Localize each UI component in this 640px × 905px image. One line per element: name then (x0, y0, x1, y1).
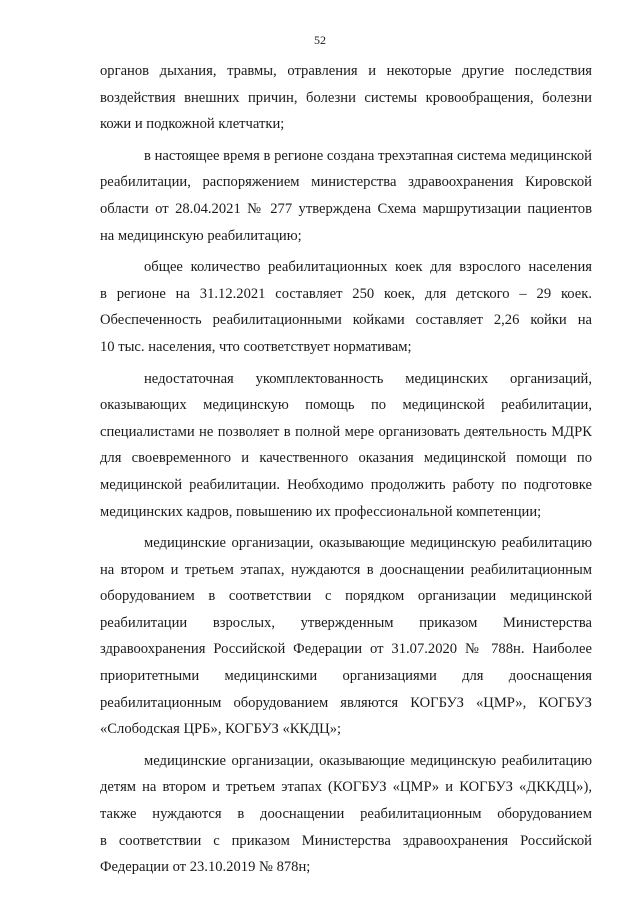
text-line: Обеспеченность реабилитационными койками составляет 2,26 койки на (100, 312, 592, 329)
text-line: кожи и подкожной клетчатки; (100, 116, 285, 133)
text-line: медицинской реабилитации. Необходимо продолжить работу по подготовке (100, 476, 592, 493)
text-line: медицинских кадров, повышению их профессиональной компетенции; (100, 503, 542, 520)
text-line: приоритетными медицинскими организациями для дооснащения (100, 668, 592, 685)
text-line: на медицинскую реабилитацию; (100, 227, 302, 244)
text-line: детям на втором и третьем этапах (КОГБУЗ «ЦМР» и КОГБУЗ «ДККДЦ»), (100, 779, 592, 796)
page-number: 52 (314, 33, 326, 47)
paragraph (100, 530, 592, 743)
text-line: здравоохранения Российской Федерации от 31.07.2020 № 788н. Наиболее (100, 641, 592, 658)
text-line: 10 тыс. населения, что соответствует нормативам; (100, 338, 412, 355)
text-line: воздействия внешних причин, болезни системы кровообращения, болезни (100, 89, 592, 106)
paragraph (100, 254, 592, 360)
text-line: области от 28.04.2021 № 277 утверждена Схема маршрутизации пациентов (100, 200, 592, 217)
paragraph (100, 58, 592, 138)
paragraph (100, 748, 592, 881)
text-line: для своевременного и качественного оказания медицинской помощи по (100, 450, 592, 467)
document-body (100, 58, 592, 886)
text-line: на втором и третьем этапах, нуждаются в дооснащении реабилитационным (100, 561, 592, 578)
text-line: медицинские организации, оказывающие медицинскую реабилитацию (144, 535, 592, 552)
paragraph (100, 143, 592, 249)
paragraph (100, 366, 592, 526)
text-line: недостаточная укомплектованность медицинских организаций, (144, 370, 592, 387)
text-line: в настоящее время в регионе создана трехэтапная система медицинской (144, 147, 592, 164)
text-line: оборудованием в соответствии с порядком организации медицинской (100, 588, 592, 605)
text-line: реабилитационным оборудованием являются КОГБУЗ «ЦМР», КОГБУЗ (100, 694, 592, 711)
text-line: также нуждаются в дооснащении реабилитационным оборудованием (100, 806, 592, 823)
text-line: «Слободская ЦРБ», КОГБУЗ «ККДЦ»; (100, 721, 342, 738)
text-line: органов дыхания, травмы, отравления и некоторые другие последствия (100, 63, 592, 79)
text-line: специалистами не позволяет в полной мере организовать деятельность МДРК (100, 423, 592, 440)
text-line: в соответствии с приказом Министерства здравоохранения Российской (100, 832, 592, 849)
text-line: оказывающих медицинскую помощь по медицинской реабилитации, (100, 397, 592, 414)
text-line: реабилитации взрослых, утвержденным приказом Министерства (100, 614, 592, 631)
text-line: общее количество реабилитационных коек для взрослого населения (144, 259, 592, 276)
text-line: Федерации от 23.10.2019 № 878н; (100, 859, 311, 876)
text-line: медицинские организации, оказывающие медицинскую реабилитацию (144, 752, 592, 769)
text-line: реабилитации, распоряжением министерства здравоохранения Кировской (100, 174, 592, 191)
text-line: в регионе на 31.12.2021 составляет 250 коек, для детского – 29 коек. (100, 285, 592, 302)
